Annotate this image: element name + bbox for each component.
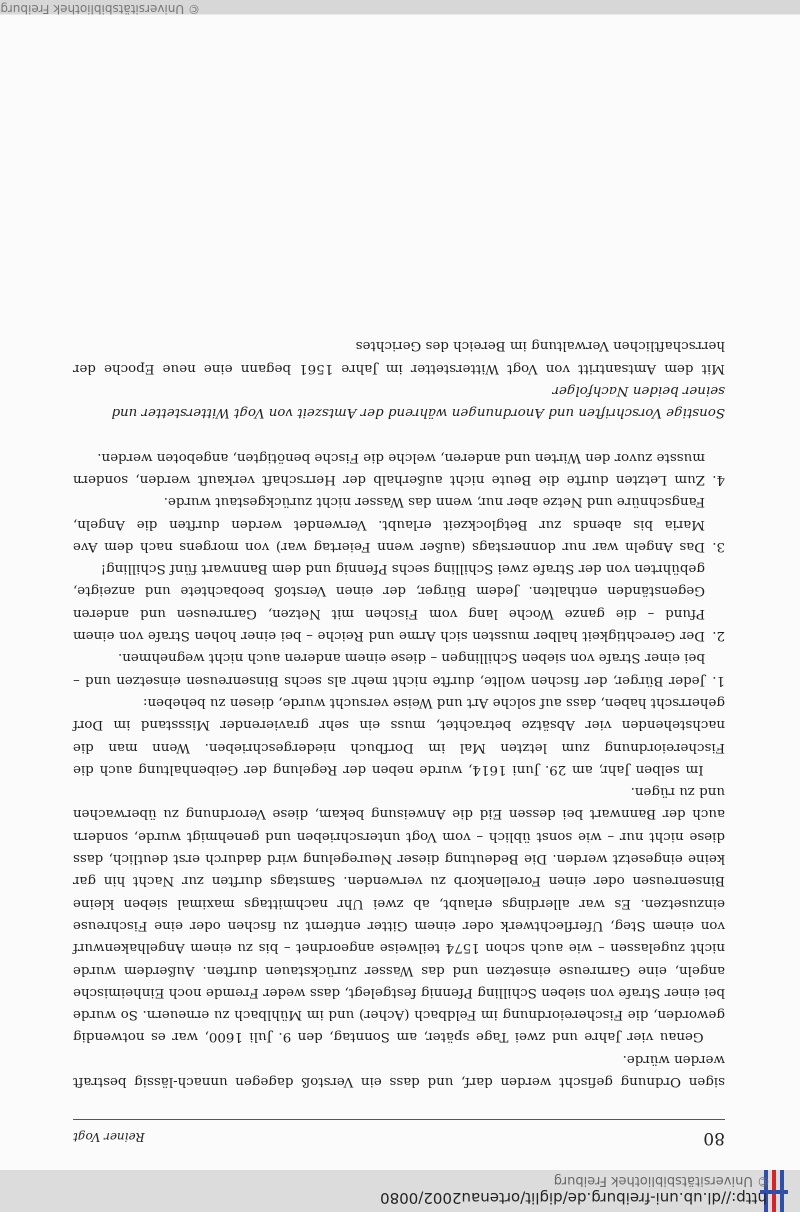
paragraph: Mit dem Amtsantritt von Vogt Witterstetter im Jahre 1561 begann eine neue Epoche der herrschaftlichen Verwaltung im Bereich des Gerichtes xyxy=(73,338,725,376)
list-item-number: 1. xyxy=(712,672,725,688)
header-copyright: © Universitätsbibliothek Freiburg xyxy=(553,1173,770,1188)
list-item-number: 2. xyxy=(712,628,725,644)
running-head-author: Reiner Vogt xyxy=(73,1130,145,1144)
paragraph-continued: sigen Ordnung gefischt werden darf, und dass ein Verstoß dagegen unnach-lässig bestraft werden würde. xyxy=(73,1051,725,1089)
paragraph: Im selben Jahr, am 29. Juni 1614, wurde neben der Regelung der Geibenhaltung auch die Fischereiordnung zum letzten Mal im Dorfbuch niedergeschrieben. Wenn man die nachstehenden vier Absätze betrachtet, muss ein sehr gravierender Missstand im Dorf geherrscht haben, dass auf solche Art und Weise versucht wurde, diesen zu beheben: xyxy=(73,694,725,777)
list-item-number: 4. xyxy=(712,471,725,487)
section-subheading: Sonstige Vorschriften und Anordnungen während der Amtszeit von Vogt Witterstetter und seiner beiden Nachfolger xyxy=(111,383,725,421)
page-number: 80 xyxy=(703,1128,725,1148)
book-page xyxy=(0,15,800,1170)
running-head xyxy=(73,1119,725,1152)
list-item xyxy=(73,557,725,646)
list-item-text: Zum Letzten durfte die Beute nicht außerhalb der Herrschaft verkauft werden, sondern musste zuvor den Wirten und anderen, welche die Fische benötigten, angeboten werden. xyxy=(73,449,705,487)
list-item xyxy=(73,490,725,557)
list-item-text: Jeder Bürger, der fischen wollte, durfte nicht mehr als sechs Binsenreusen einsetzen und – bei einer Strafe von sieben Schillingen – diese einem anderen auch nicht wegnehmen. xyxy=(73,650,705,688)
footer-copyright: © Universitätsbibliothek Freiburg xyxy=(0,2,200,16)
viewer-header-bar xyxy=(0,1169,800,1212)
list-item xyxy=(73,445,725,490)
list-item-text: Das Angeln war nur donnerstags (außer wenn Feiertag war) von morgens nach dem Ave Maria bis abends zur Betglockzeit erlaubt. Verwendet werden durften die Angeln, Fangschnüre und Netze aber nur, wenn das Wasser nicht zurückgestaut wurde. xyxy=(73,494,705,554)
source-url[interactable]: http://dl.ub.uni-freiburg.de/diglit/ortenau2002/0080 xyxy=(380,1189,767,1207)
numbered-list xyxy=(73,445,725,690)
list-item-number: 3. xyxy=(712,538,725,554)
viewer-footer-bar xyxy=(0,0,800,14)
list-item-text: Der Gerechtigkeit halber mussten sich Arme und Reiche – bei einer hohen Strafe von einem Pfund – die ganze Woche lang vom Fischen mit Netzen, Garnreusen und anderen Gegenständen enthalten. Jedem Bürger, der einen Verstoß beobachtete und anzeigte, gebührten von der Strafe zwei Schilling sechs Pfennig und dem Bannwart fünf Schilling! xyxy=(73,561,705,644)
list-item xyxy=(73,646,725,691)
body-text xyxy=(73,334,725,1092)
paragraph: Genau vier Jahre und zwei Tage später, am Sonntag, den 9. Juli 1600, war es notwendig geworden, die Fischereiordnung im Feldbach (Acher) und im Mühlbach zu erneuern. So wurde bei einer Strafe von sieben Schilling Pfennig festgelegt, dass weder Fremde noch Einheimische angeln, eine Garnreuse einsetzen und das Wasser zurückstauen durften. Außerdem wurde nicht zugelassen – wie auch schon 1574 teilweise angeordnet – bis zu einem Angelhakenwurf von einem Steg, Uferflechtwerk oder einem Gitter entfernt zu fischen oder eine Fischreuse einzusetzen. Es war allerdings erlaubt, ab zwei Uhr nachmittags maximal sieben kleine Binsenreusen oder einen Forellenkorb zu verwenden. Samstags durften zur Nacht hin gar keine eingesetzt werden. Die Bedeutung dieser Neuregelung wird dadurch erst deutlich, dass diese nicht nur – wie sonst üblich – vom Vogt unterschrieben und genehmigt wurde, sondern auch der Bannwart bei dessen Eid die Anweisung bekam, diese Verordnung zu überwachen und zu rügen. xyxy=(73,784,725,1045)
